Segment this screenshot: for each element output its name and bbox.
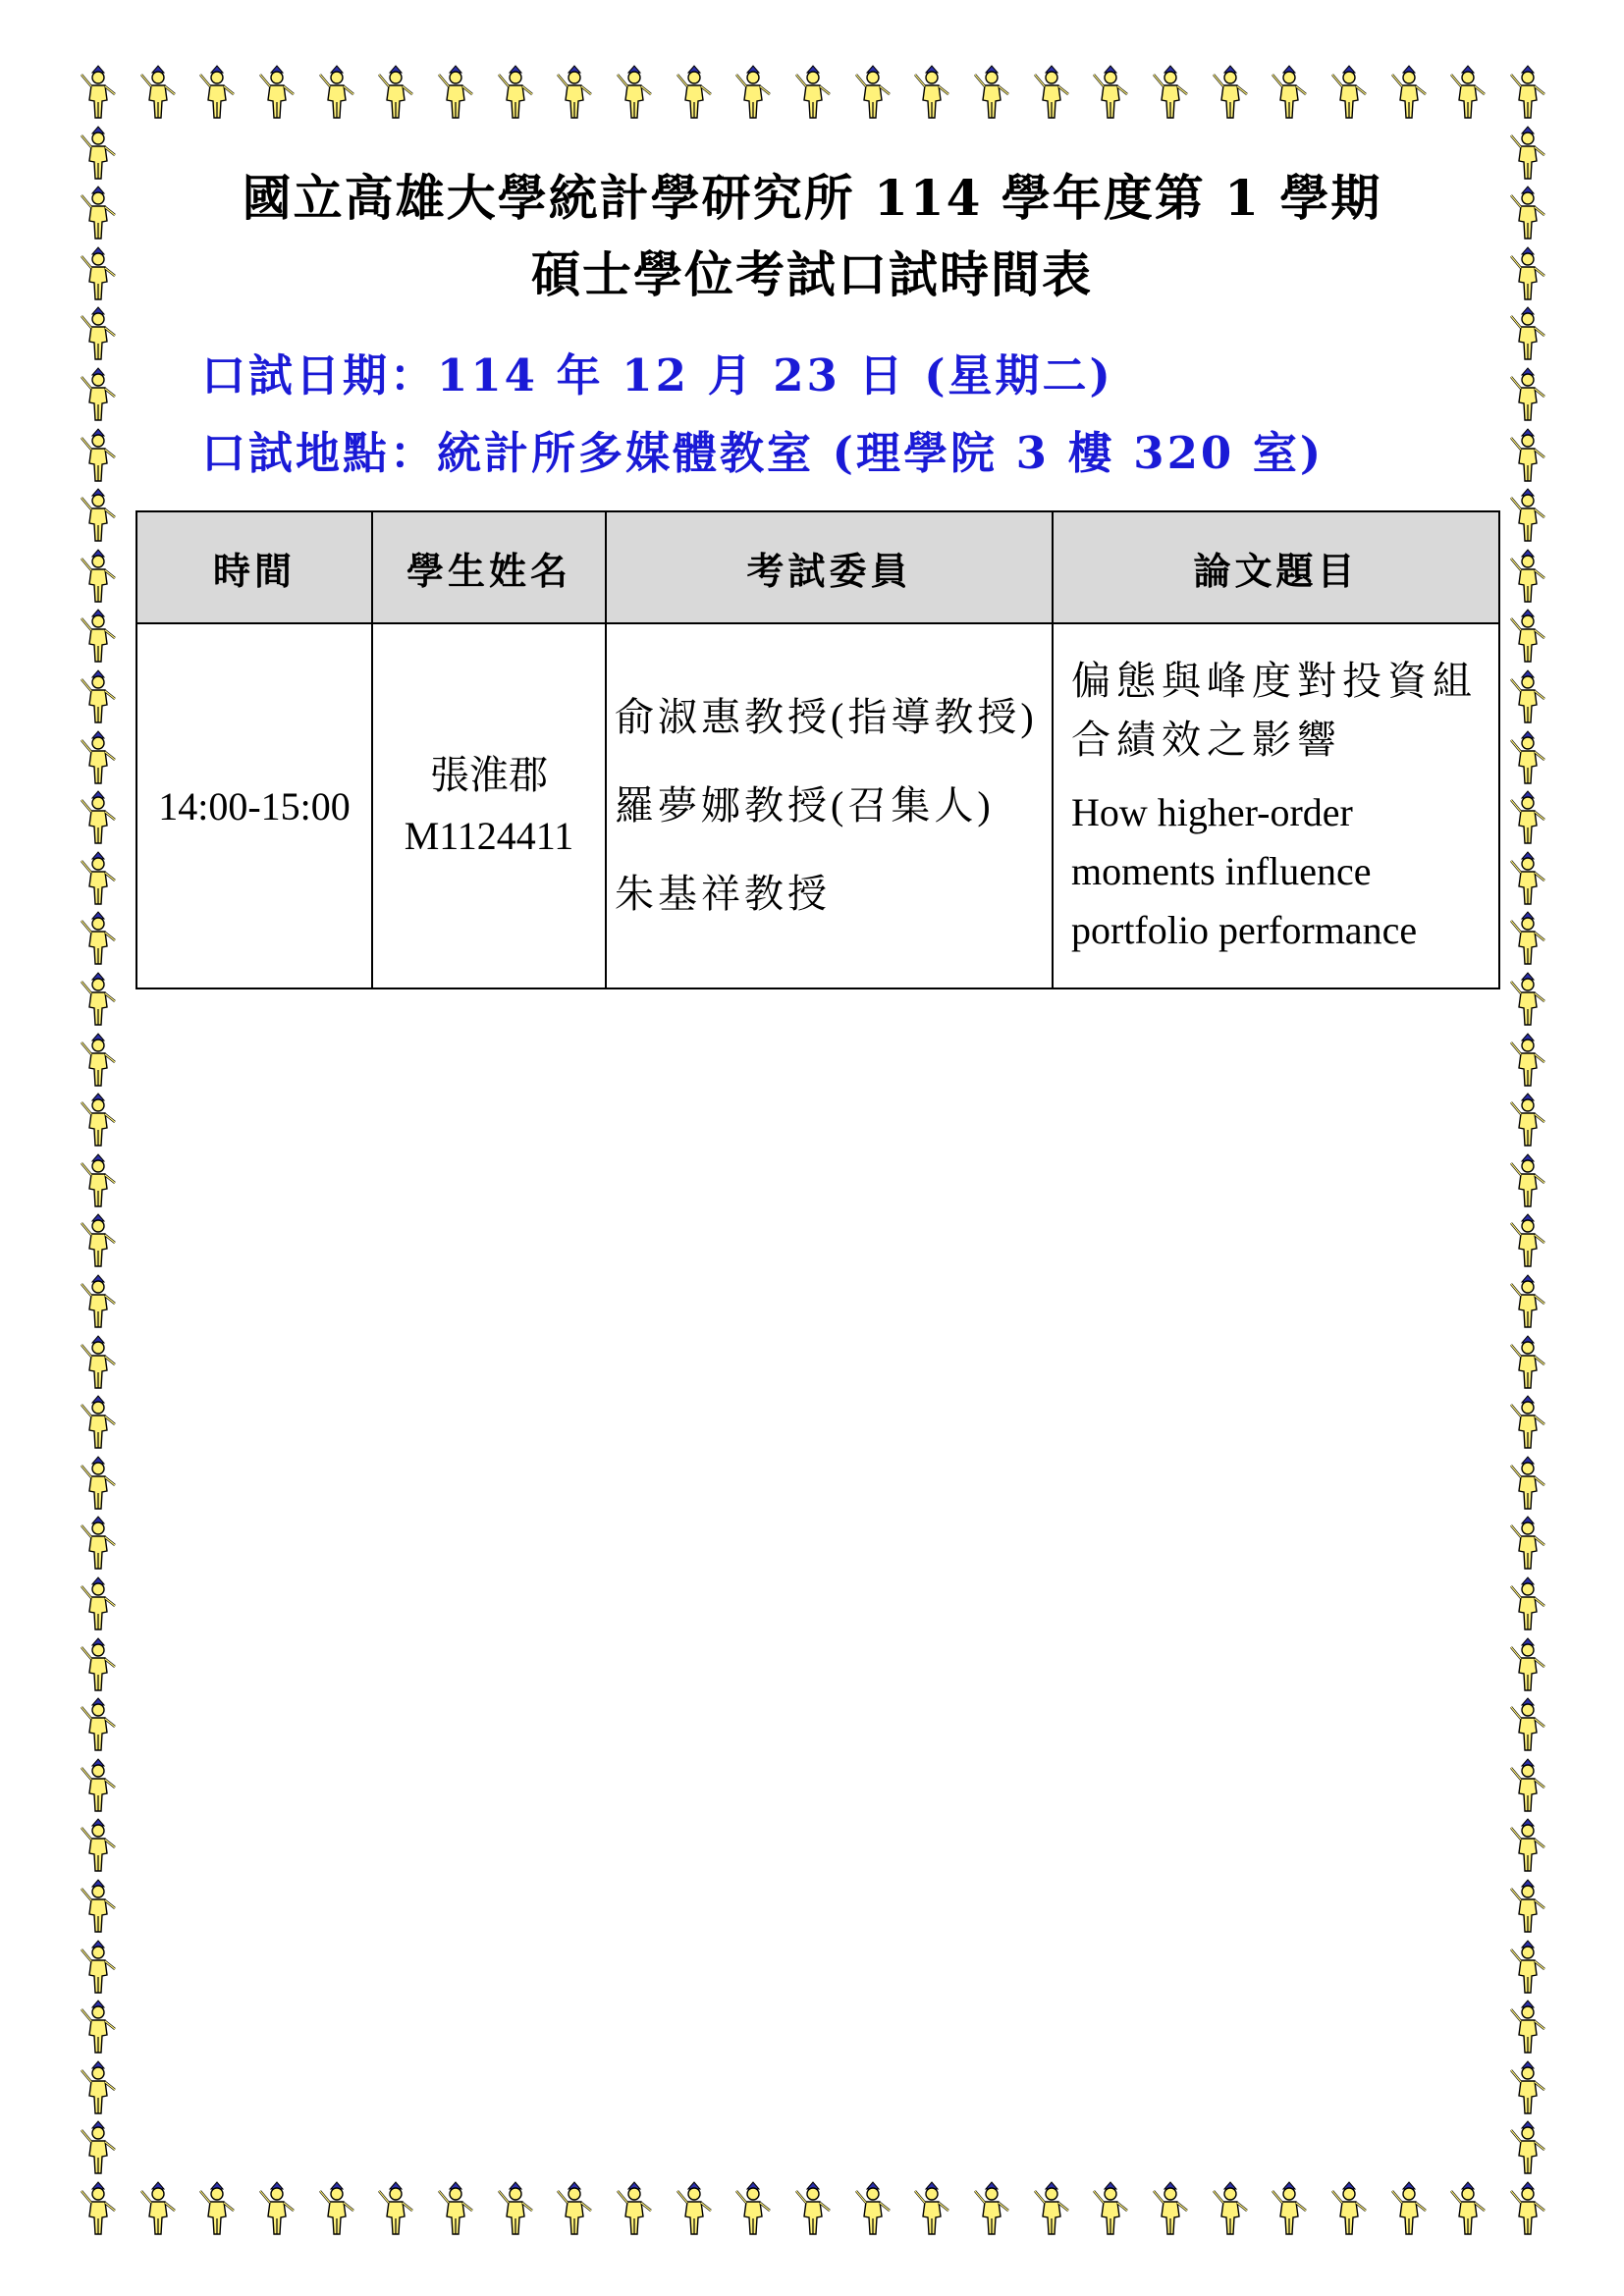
cartoon-person-icon: [912, 65, 951, 120]
header-time: 時間: [136, 511, 372, 623]
cartoon-person-icon: [615, 65, 654, 120]
thesis-title-zh-line: 偏態與峰度對投資組: [1071, 659, 1478, 703]
table-header-row: [136, 511, 1499, 623]
thesis-cell: [1053, 623, 1499, 988]
cartoon-person-icon: [1508, 246, 1547, 301]
cartoon-person-icon: [1508, 1758, 1547, 1813]
student-id: M1124411: [404, 814, 574, 858]
cartoon-person-icon: [79, 851, 118, 906]
cartoon-person-icon: [1032, 65, 1071, 120]
thesis-title-en-line: portfolio performance: [1071, 908, 1418, 952]
cartoon-person-icon: [79, 2181, 118, 2236]
cartoon-person-icon: [79, 367, 118, 422]
student-cell: [372, 623, 606, 988]
cartoon-person-icon: [79, 1637, 118, 1692]
cartoon-person-icon: [496, 65, 535, 120]
exam-location-value: 統計所多媒體教室 (理學院 3 樓 320 室): [437, 427, 1325, 479]
cartoon-person-icon: [1329, 2181, 1369, 2236]
cartoon-person-icon: [1508, 488, 1547, 543]
cartoon-person-icon: [675, 2181, 714, 2236]
cartoon-person-icon: [79, 549, 118, 604]
table-row: [136, 623, 1499, 988]
cartoon-person-icon: [1508, 1576, 1547, 1631]
cartoon-person-icon: [1389, 65, 1429, 120]
cartoon-person-icon: [79, 65, 118, 120]
cartoon-person-icon: [79, 306, 118, 361]
thesis-title-en: [1071, 783, 1489, 960]
cartoon-person-icon: [79, 1879, 118, 1934]
cartoon-person-icon: [79, 1697, 118, 1752]
committee-member: 羅夢娜教授(召集人): [615, 783, 995, 828]
cartoon-person-icon: [79, 1516, 118, 1571]
cartoon-person-icon: [79, 730, 118, 785]
cartoon-person-icon: [257, 2181, 297, 2236]
thesis-title-en-line: How higher-order: [1071, 790, 1353, 834]
cartoon-person-icon: [733, 2181, 773, 2236]
header-student-name: 學生姓名: [372, 511, 606, 623]
cartoon-person-icon: [79, 1758, 118, 1813]
cartoon-person-icon: [436, 2181, 475, 2236]
cartoon-person-icon: [615, 2181, 654, 2236]
cartoon-person-icon: [675, 65, 714, 120]
exam-date-line: [201, 340, 1113, 403]
cartoon-person-icon: [79, 1818, 118, 1873]
cartoon-person-icon: [1508, 1153, 1547, 1208]
cartoon-person-icon: [496, 2181, 535, 2236]
document-subtitle: 碩士學位考試口試時間表: [531, 245, 1093, 303]
cartoon-person-icon: [793, 2181, 833, 2236]
cartoon-person-icon: [257, 65, 297, 120]
cartoon-person-icon: [1508, 306, 1547, 361]
exam-location-label: 口試地點：: [201, 427, 438, 479]
exam-date-label: 口試日期：: [201, 349, 438, 401]
cartoon-person-icon: [376, 65, 415, 120]
cartoon-person-icon: [1211, 2181, 1250, 2236]
cartoon-person-icon: [1091, 2181, 1130, 2236]
cartoon-person-icon: [1508, 549, 1547, 604]
cartoon-person-icon: [1508, 1335, 1547, 1390]
thesis-title-zh-line: 合績效之影響: [1071, 718, 1342, 762]
cartoon-person-icon: [79, 1395, 118, 1450]
cartoon-person-icon: [197, 2181, 237, 2236]
cartoon-person-icon: [1508, 1395, 1547, 1450]
cartoon-person-icon: [79, 911, 118, 966]
cartoon-person-icon: [1329, 65, 1369, 120]
cartoon-person-icon: [1508, 911, 1547, 966]
cartoon-person-icon: [1270, 2181, 1309, 2236]
cartoon-person-icon: [1508, 1879, 1547, 1934]
cartoon-person-icon: [138, 2181, 178, 2236]
cartoon-person-icon: [1508, 1213, 1547, 1268]
cartoon-person-icon: [555, 65, 594, 120]
cartoon-person-icon: [79, 2060, 118, 2115]
cartoon-person-icon: [79, 1093, 118, 1148]
cartoon-person-icon: [1151, 65, 1190, 120]
cartoon-person-icon: [376, 2181, 415, 2236]
cartoon-person-icon: [1508, 1516, 1547, 1571]
cartoon-person-icon: [1508, 367, 1547, 422]
cartoon-person-icon: [1508, 126, 1547, 181]
cartoon-person-icon: [79, 790, 118, 845]
committee-cell: [606, 623, 1053, 988]
header-thesis-title: 論文題目: [1053, 511, 1499, 623]
cartoon-person-icon: [1389, 2181, 1429, 2236]
cartoon-person-icon: [1448, 2181, 1488, 2236]
cartoon-person-icon: [79, 1456, 118, 1511]
cartoon-person-icon: [79, 609, 118, 664]
thesis-title-en-line: moments influence: [1071, 849, 1372, 893]
cartoon-person-icon: [79, 428, 118, 483]
cartoon-person-icon: [79, 1213, 118, 1268]
cartoon-person-icon: [1151, 2181, 1190, 2236]
cartoon-person-icon: [555, 2181, 594, 2236]
cartoon-person-icon: [197, 65, 237, 120]
cartoon-person-icon: [853, 2181, 893, 2236]
cartoon-person-icon: [1508, 2181, 1547, 2236]
exam-location-line: [201, 417, 1324, 481]
cartoon-person-icon: [79, 972, 118, 1027]
cartoon-person-icon: [1508, 730, 1547, 785]
cartoon-person-icon: [1508, 2060, 1547, 2115]
cartoon-person-icon: [1508, 669, 1547, 724]
cartoon-person-icon: [1508, 851, 1547, 906]
thesis-title-zh: [1071, 652, 1489, 770]
cartoon-person-icon: [1448, 65, 1488, 120]
cartoon-person-icon: [1508, 65, 1547, 120]
cartoon-person-icon: [1508, 609, 1547, 664]
cartoon-person-icon: [79, 1576, 118, 1631]
cartoon-person-icon: [1508, 1940, 1547, 1995]
cartoon-person-icon: [1032, 2181, 1071, 2236]
committee-member: 朱基祥教授: [615, 872, 831, 916]
cartoon-person-icon: [1508, 790, 1547, 845]
cartoon-person-icon: [79, 1274, 118, 1329]
cartoon-person-icon: [1508, 972, 1547, 1027]
cartoon-person-icon: [793, 65, 833, 120]
student-name: 張淮郡: [430, 753, 548, 797]
cartoon-person-icon: [79, 1335, 118, 1390]
cartoon-person-icon: [1508, 1274, 1547, 1329]
cartoon-person-icon: [972, 65, 1011, 120]
cartoon-person-icon: [436, 65, 475, 120]
cartoon-person-icon: [972, 2181, 1011, 2236]
cartoon-person-icon: [1508, 428, 1547, 483]
cartoon-person-icon: [1270, 65, 1309, 120]
cartoon-person-icon: [138, 65, 178, 120]
document-title: 國立高雄大學統計學研究所 114 學年度第 1 學期: [242, 169, 1382, 227]
cartoon-person-icon: [79, 2000, 118, 2055]
cartoon-person-icon: [1508, 1093, 1547, 1148]
cartoon-person-icon: [79, 126, 118, 181]
cartoon-person-icon: [1508, 1818, 1547, 1873]
cartoon-person-icon: [1508, 2000, 1547, 2055]
time-cell: 14:00-15:00: [136, 623, 372, 988]
cartoon-person-icon: [853, 65, 893, 120]
cartoon-person-icon: [1508, 2120, 1547, 2175]
cartoon-person-icon: [79, 1153, 118, 1208]
cartoon-person-icon: [1508, 1637, 1547, 1692]
cartoon-person-icon: [79, 2120, 118, 2175]
cartoon-person-icon: [317, 65, 356, 120]
cartoon-person-icon: [912, 2181, 951, 2236]
cartoon-person-icon: [1091, 65, 1130, 120]
cartoon-person-icon: [79, 186, 118, 240]
cartoon-person-icon: [79, 1033, 118, 1088]
cartoon-person-icon: [1508, 1033, 1547, 1088]
cartoon-person-icon: [317, 2181, 356, 2236]
exam-date-value: 114 年 12 月 23 日 (星期二): [437, 349, 1113, 401]
cartoon-person-icon: [733, 65, 773, 120]
header-committee: 考試委員: [606, 511, 1053, 623]
exam-schedule-table: [135, 510, 1500, 989]
committee-member: 俞淑惠教授(指導教授): [615, 695, 1038, 739]
cartoon-person-icon: [79, 669, 118, 724]
cartoon-person-icon: [79, 488, 118, 543]
cartoon-person-icon: [1508, 1456, 1547, 1511]
cartoon-person-icon: [1211, 65, 1250, 120]
cartoon-person-icon: [79, 1940, 118, 1995]
cartoon-person-icon: [79, 246, 118, 301]
cartoon-person-icon: [1508, 186, 1547, 240]
cartoon-person-icon: [1508, 1697, 1547, 1752]
